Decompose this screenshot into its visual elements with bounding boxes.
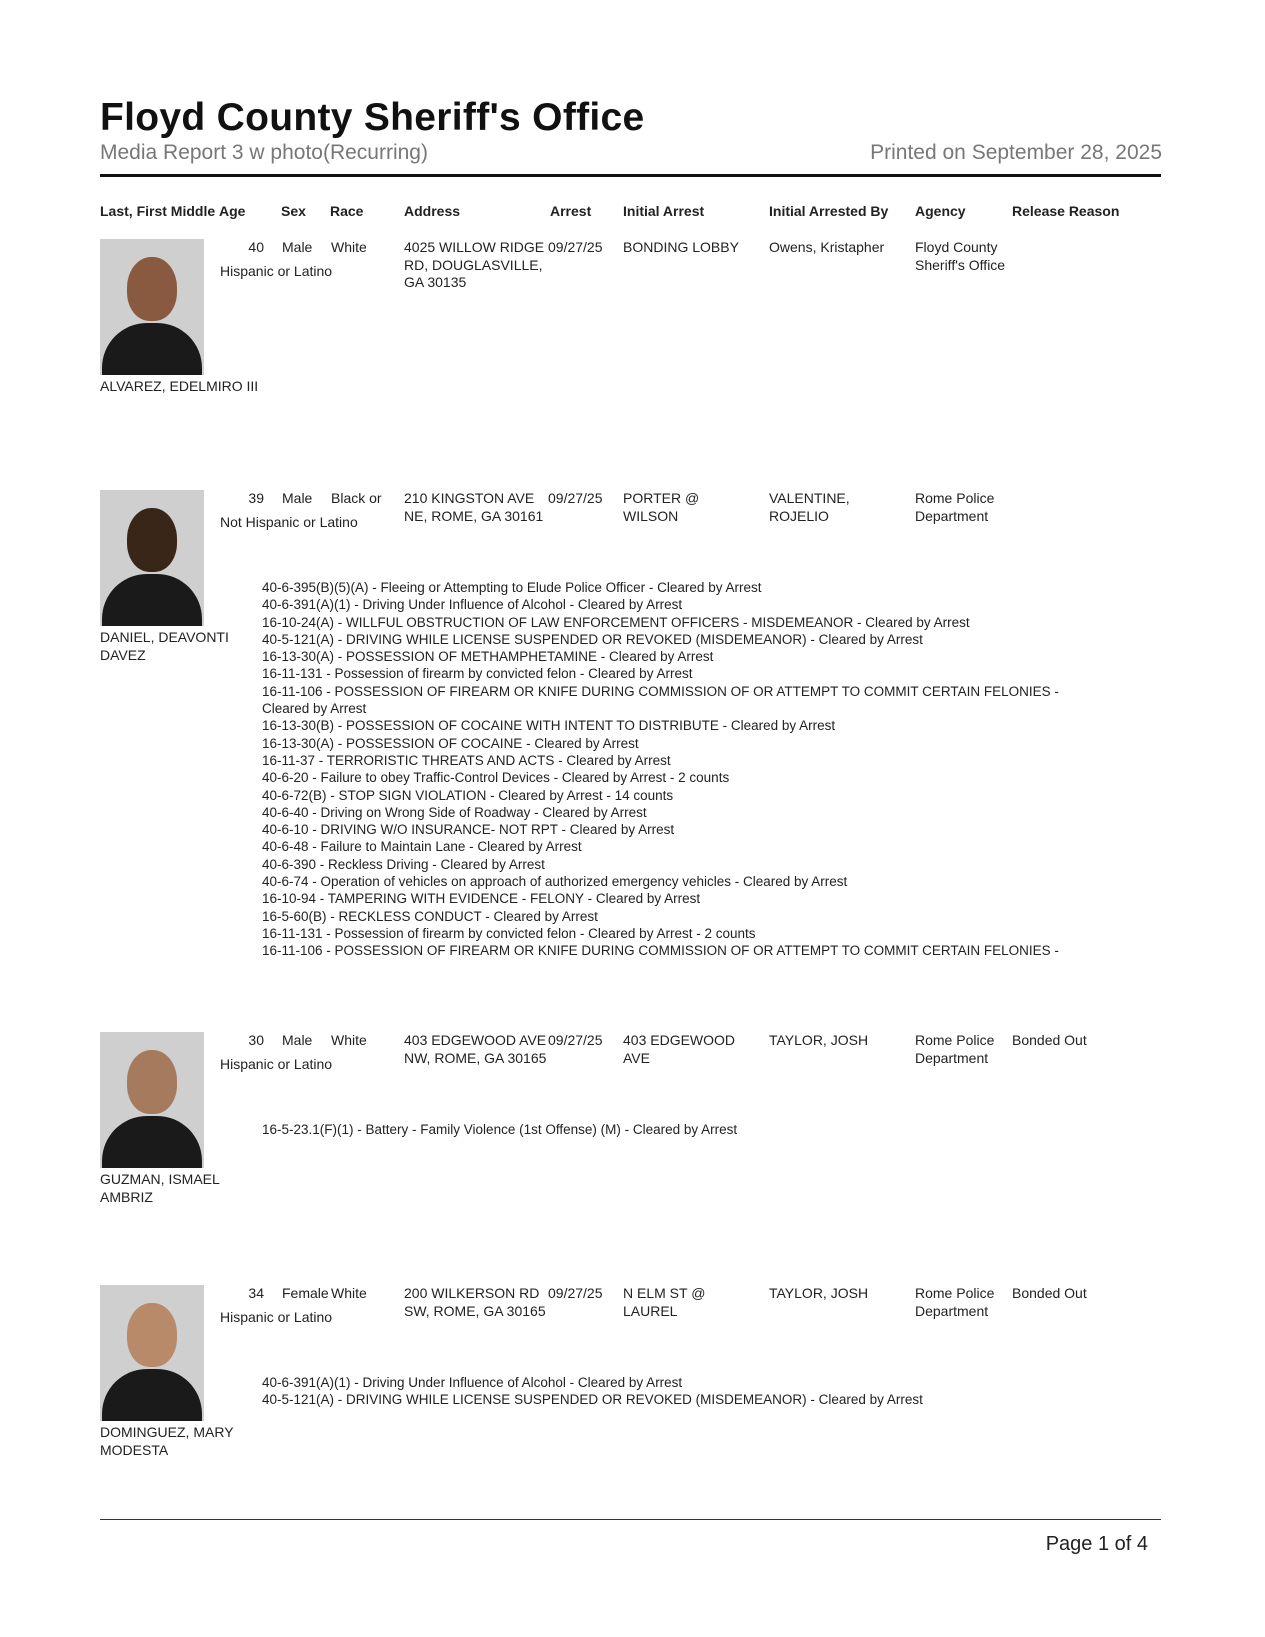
charge-line: 40-6-390 - Reckless Driving - Cleared by Arrest: [262, 856, 545, 872]
address: 200 WILKERSON RD SW, ROME, GA 30165: [404, 1285, 546, 1319]
arresting-officer: Owens, Kristapher: [769, 239, 885, 255]
charge-line: 40-6-48 - Failure to Maintain Lane - Cleared by Arrest: [262, 839, 582, 855]
agency: Floyd County Sheriff's Office: [915, 239, 1006, 273]
agency: Rome Police Department: [915, 490, 995, 524]
arrest-date: 09/27/25: [548, 239, 603, 255]
inmate-name: ALVAREZ, EDELMIRO III: [100, 378, 259, 394]
mugshot-photo: [100, 1285, 204, 1421]
column-header: Initial Arrest: [623, 203, 705, 219]
charge-line: 40-6-391(A)(1) - Driving Under Influence of Alcohol - Cleared by Arrest: [262, 1375, 683, 1390]
address: 210 KINGSTON AVE NE, ROME, GA 30161: [404, 490, 544, 524]
charges-list: [262, 1121, 1142, 1138]
inmate-name: DOMINGUEZ, MARY MODESTA: [100, 1424, 234, 1458]
sex: Male: [282, 239, 313, 255]
sex: Male: [282, 1032, 313, 1048]
arrest-record: [0, 239, 1265, 469]
header-divider: [100, 174, 1161, 177]
initial-arrest-location: BONDING LOBBY: [623, 239, 739, 255]
charge-line: 40-6-40 - Driving on Wrong Side of Roadway - Cleared by Arrest: [262, 804, 647, 820]
address: 403 EDGEWOOD AVE NW, ROME, GA 30165: [404, 1032, 547, 1066]
arrest-date: 09/27/25: [548, 1032, 603, 1048]
charge-line: 16-11-131 - Possession of firearm by convicted felon - Cleared by Arrest - 2 counts: [262, 925, 756, 941]
agency: Rome Police Department: [915, 1285, 995, 1319]
charge-line: Cleared by Arrest: [262, 701, 367, 717]
ethnicity: Hispanic or Latino: [220, 263, 333, 279]
release-reason: Bonded Out: [1012, 1285, 1087, 1301]
initial-arrest-location: N ELM ST @ LAUREL: [623, 1285, 706, 1319]
column-header: Agency: [915, 203, 966, 219]
age: 34: [248, 1285, 264, 1301]
charge-line: 40-6-20 - Failure to obey Traffic-Control Devices - Cleared by Arrest - 2 counts: [262, 770, 730, 786]
charge-line: 16-11-106 - POSSESSION OF FIREARM OR KNIFE DURING COMMISSION OF OR ATTEMPT TO COMMIT CERTAIN FELONIES -: [262, 683, 1059, 699]
race: White: [331, 1032, 367, 1048]
arresting-officer: TAYLOR, JOSH: [769, 1285, 869, 1301]
race: White: [331, 1285, 367, 1301]
sex: Male: [282, 490, 313, 506]
column-header: Address: [404, 203, 461, 219]
agency: Rome Police Department: [915, 1032, 995, 1066]
charge-line: 40-5-121(A) - DRIVING WHILE LICENSE SUSPENDED OR REVOKED (MISDEMEANOR) - Cleared by Arrest: [262, 631, 923, 647]
inmate-name: GUZMAN, ISMAEL AMBRIZ: [100, 1171, 220, 1205]
charge-line: 40-6-395(B)(5)(A) - Fleeing or Attempting to Elude Police Officer - Cleared by Arrest: [262, 580, 762, 595]
sex: Female: [282, 1285, 329, 1301]
arresting-officer: TAYLOR, JOSH: [769, 1032, 869, 1048]
charges-list: [262, 1374, 1142, 1409]
charge-line: 16-11-131 - Possession of firearm by convicted felon - Cleared by Arrest: [262, 666, 693, 682]
arrest-date: 09/27/25: [548, 1285, 603, 1301]
column-header: Arrest: [550, 203, 592, 219]
release-reason: Bonded Out: [1012, 1032, 1087, 1048]
report-subtitle: Media Report 3 w photo(Recurring): [100, 141, 428, 164]
charge-line: 40-6-72(B) - STOP SIGN VIOLATION - Cleared by Arrest - 14 counts: [262, 787, 674, 803]
ethnicity: Not Hispanic or Latino: [220, 514, 358, 530]
column-header: Race: [330, 203, 364, 219]
charge-line: 40-6-10 - DRIVING W/O INSURANCE- NOT RPT - Cleared by Arrest: [262, 822, 675, 838]
age: 30: [248, 1032, 264, 1048]
race: White: [331, 239, 367, 255]
charge-line: 16-11-106 - POSSESSION OF FIREARM OR KNIFE DURING COMMISSION OF OR ATTEMPT TO COMMIT CERTAIN FELONIES -: [262, 943, 1059, 959]
address: 4025 WILLOW RIDGE RD, DOUGLASVILLE, GA 30135: [404, 239, 545, 290]
column-header: Sex: [281, 203, 306, 219]
arrest-record: [0, 1032, 1265, 1262]
inmate-name: DANIEL, DEAVONTI DAVEZ: [100, 629, 229, 663]
charge-line: 40-6-74 - Operation of vehicles on approach of authorized emergency vehicles - Cleared by Arrest: [262, 874, 848, 890]
age: 40: [248, 239, 264, 255]
mugshot-photo: [100, 239, 204, 375]
initial-arrest-location: 403 EDGEWOOD AVE: [623, 1032, 736, 1066]
report-title: Floyd County Sheriff's Office: [100, 96, 645, 139]
charge-line: 16-10-94 - TAMPERING WITH EVIDENCE - FELONY - Cleared by Arrest: [262, 891, 701, 907]
footer-divider: [100, 1519, 1161, 1520]
charge-line: 16-13-30(A) - POSSESSION OF METHAMPHETAMINE - Cleared by Arrest: [262, 649, 714, 665]
charge-line: 16-13-30(B) - POSSESSION OF COCAINE WITH INTENT TO DISTRIBUTE - Cleared by Arrest: [262, 718, 836, 734]
arresting-officer: VALENTINE, ROJELIO: [769, 490, 850, 524]
charge-line: 16-5-23.1(F)(1) - Battery - Family Violence (1st Offense) (M) - Cleared by Arrest: [262, 1122, 738, 1137]
charge-line: 40-6-391(A)(1) - Driving Under Influence of Alcohol - Cleared by Arrest: [262, 597, 683, 613]
charge-line: 40-5-121(A) - DRIVING WHILE LICENSE SUSPENDED OR REVOKED (MISDEMEANOR) - Cleared by Arrest: [262, 1392, 923, 1408]
race: Black or: [331, 490, 382, 506]
page-number: Page 1 of 4: [1045, 1533, 1148, 1555]
column-header: Initial Arrested By: [769, 203, 889, 219]
arrest-record: [0, 1285, 1265, 1515]
charge-line: 16-10-24(A) - WILLFUL OBSTRUCTION OF LAW ENFORCEMENT OFFICERS - MISDEMEANOR - Cleared by Arrest: [262, 614, 970, 630]
charges-list: [262, 579, 1142, 960]
mugshot-photo: [100, 490, 204, 626]
charge-line: 16-11-37 - TERRORISTIC THREATS AND ACTS - Cleared by Arrest: [262, 752, 671, 768]
charge-line: 16-5-60(B) - RECKLESS CONDUCT - Cleared by Arrest: [262, 908, 598, 924]
charge-line: 16-13-30(A) - POSSESSION OF COCAINE - Cleared by Arrest: [262, 735, 639, 751]
ethnicity: Hispanic or Latino: [220, 1309, 333, 1325]
printed-date: Printed on September 28, 2025: [870, 141, 1162, 164]
age: 39: [248, 490, 264, 506]
arrest-date: 09/27/25: [548, 490, 603, 506]
column-header: Last, First Middle: [100, 203, 216, 219]
ethnicity: Hispanic or Latino: [220, 1056, 333, 1072]
arrest-record: [0, 490, 1265, 959]
column-header: Release Reason: [1012, 203, 1120, 219]
initial-arrest-location: PORTER @ WILSON: [623, 490, 700, 524]
mugshot-photo: [100, 1032, 204, 1168]
column-header: Age: [219, 203, 246, 219]
